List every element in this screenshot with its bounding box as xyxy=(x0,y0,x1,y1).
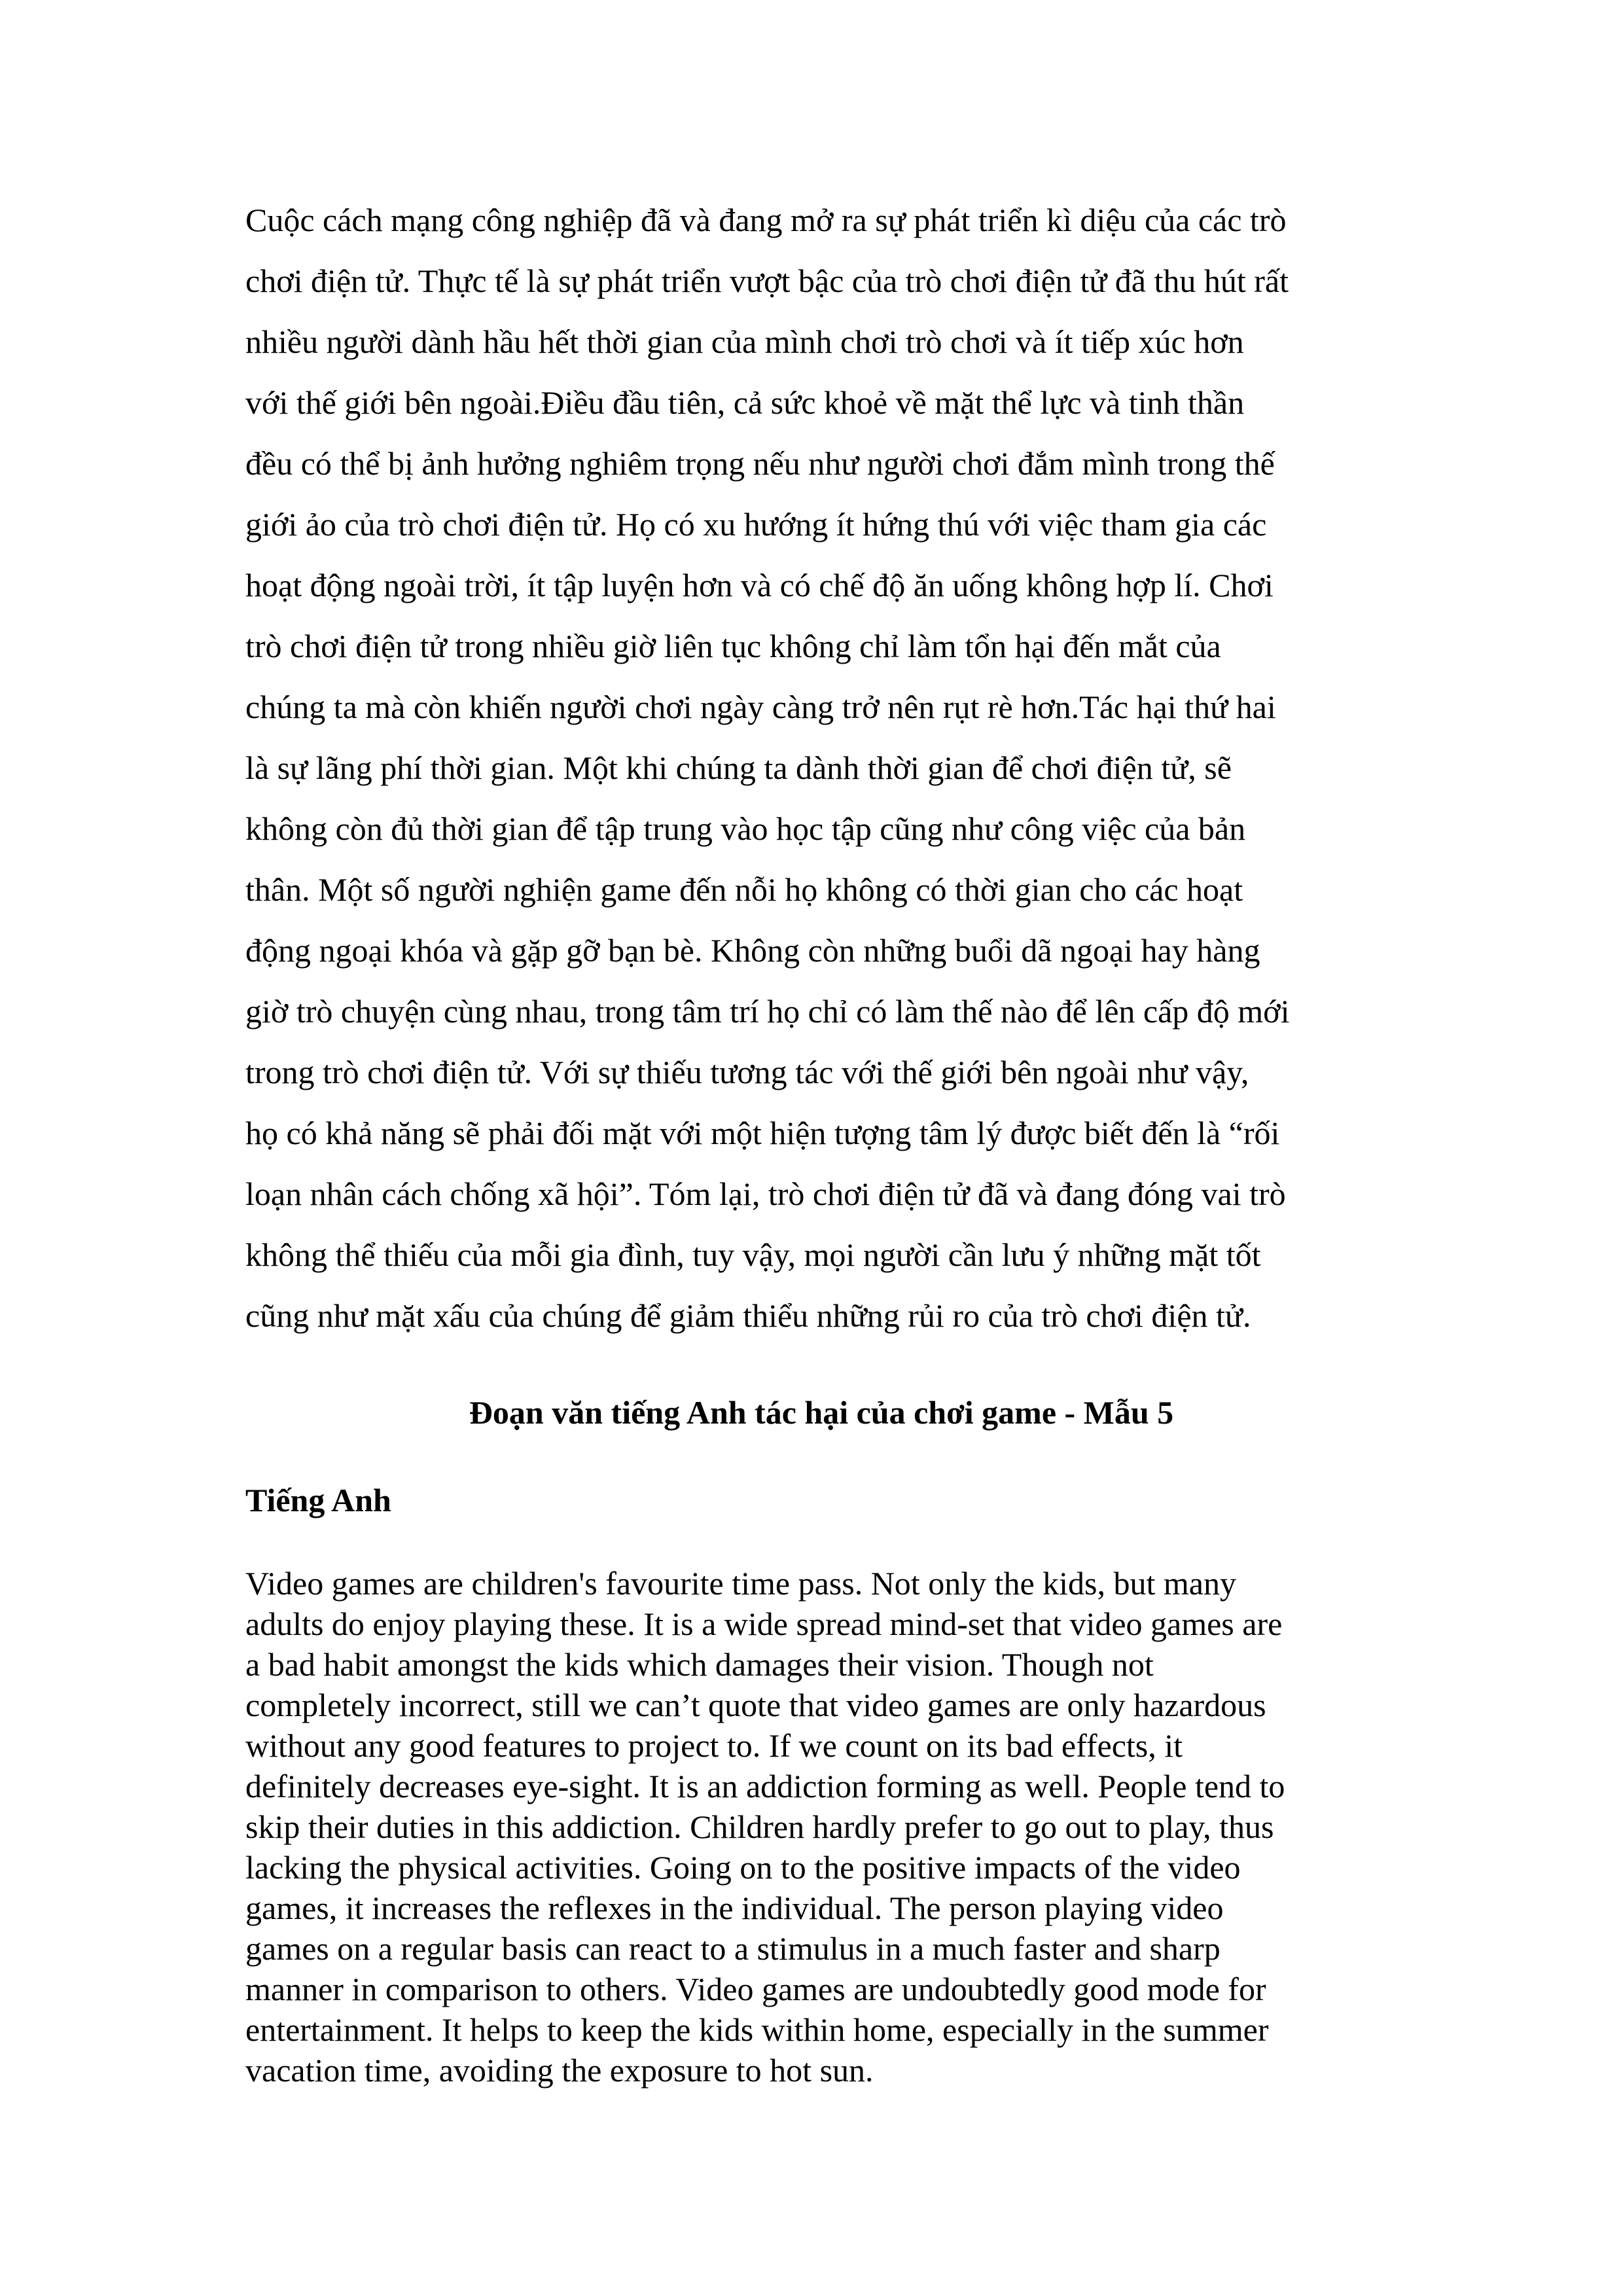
paragraph-line: vacation time, avoiding the exposure to hot sun. xyxy=(245,2052,874,2089)
paragraph-line: without any good features to project to. If we count on its bad effects, it xyxy=(245,1727,1183,1764)
paragraph-line: họ có khả năng sẽ phải đối mặt với một hiện tượng tâm lý được biết đến là “rối xyxy=(245,1115,1280,1151)
paragraph-line: động ngoại khóa và gặp gỡ bạn bè. Không còn những buổi dã ngoại hay hàng xyxy=(245,932,1260,969)
paragraph-line: chúng ta mà còn khiến người chơi ngày càng trở nên rụt rè hơn.Tác hại thứ hai xyxy=(245,689,1276,725)
paragraph-line: không thể thiếu của mỗi gia đình, tuy vậy, mọi người cần lưu ý những mặt tốt xyxy=(245,1236,1261,1273)
paragraph-line: giờ trò chuyện cùng nhau, trong tâm trí họ chỉ có làm thế nào để lên cấp độ mới xyxy=(245,993,1290,1030)
paragraph-line: cũng như mặt xấu của chúng để giảm thiểu những rủi ro của trò chơi điện tử. xyxy=(245,1297,1251,1334)
paragraph-line: không còn đủ thời gian để tập trung vào học tập cũng như công việc của bản xyxy=(245,810,1246,847)
section-heading: Đoạn văn tiếng Anh tác hại của chơi game - Mẫu 5 xyxy=(469,1394,1174,1431)
paragraph-line: lacking the physical activities. Going on to the positive impacts of the video xyxy=(245,1849,1241,1886)
paragraph-line: adults do enjoy playing these. It is a wide spread mind-set that video games are xyxy=(245,1605,1283,1642)
paragraph-line: entertainment. It helps to keep the kids within home, especially in the summer xyxy=(245,2011,1269,2048)
paragraph-line: Video games are children's favourite time pass. Not only the kids, but many xyxy=(245,1565,1236,1602)
paragraph-line: definitely decreases eye-sight. It is an addiction forming as well. People tend to xyxy=(245,1768,1285,1804)
language-subheading: Tiếng Anh xyxy=(245,1482,391,1518)
paragraph-line: là sự lãng phí thời gian. Một khi chúng ta dành thời gian để chơi điện tử, sẽ xyxy=(245,749,1232,786)
paragraph-line: hoạt động ngoài trời, ít tập luyện hơn và có chế độ ăn uống không hợp lí. Chơi xyxy=(245,567,1274,603)
paragraph-line: trò chơi điện tử trong nhiều giờ liên tục không chỉ làm tổn hại đến mắt của xyxy=(245,628,1221,664)
paragraph-line: chơi điện tử. Thực tế là sự phát triển vượt bậc của trò chơi điện tử đã thu hút rất xyxy=(245,262,1289,299)
paragraph-line: games on a regular basis can react to a stimulus in a much faster and sharp xyxy=(245,1930,1221,1967)
paragraph-line: completely incorrect, still we can’t quote that video games are only hazardous xyxy=(245,1687,1266,1723)
paragraph-line: với thế giới bên ngoài.Điều đầu tiên, cả sức khoẻ về mặt thể lực và tinh thần xyxy=(245,384,1245,421)
paragraph-line: Cuộc cách mạng công nghiệp đã và đang mở ra sự phát triển kì diệu của các trò xyxy=(245,202,1287,238)
paragraph-line: trong trò chơi điện tử. Với sự thiếu tương tác với thế giới bên ngoài như vậy, xyxy=(245,1054,1249,1090)
paragraph-line: đều có thể bị ảnh hưởng nghiêm trọng nếu như người chơi đắm mình trong thế xyxy=(245,445,1275,482)
paragraph-line: skip their duties in this addiction. Children hardly prefer to go out to play, thus xyxy=(245,1808,1274,1845)
paragraph-line: games, it increases the reflexes in the individual. The person playing video xyxy=(245,1890,1224,1926)
paragraph-line: thân. Một số người nghiện game đến nỗi họ không có thời gian cho các hoạt xyxy=(245,871,1243,908)
vietnamese-paragraph xyxy=(245,190,1397,1346)
paragraph-line: loạn nhân cách chống xã hội”. Tóm lại, trò chơi điện tử đã và đang đóng vai trò xyxy=(245,1175,1286,1212)
document-page xyxy=(245,190,1397,2089)
paragraph-line: nhiều người dành hầu hết thời gian của mình chơi trò chơi và ít tiếp xúc hơn xyxy=(245,323,1244,360)
paragraph-line: a bad habit amongst the kids which damages their vision. Though not xyxy=(245,1646,1154,1683)
english-paragraph xyxy=(245,1563,1285,2090)
paragraph-line: giới ảo của trò chơi điện tử. Họ có xu hướng ít hứng thú với việc tham gia các xyxy=(245,506,1267,543)
paragraph-line: manner in comparison to others. Video games are undoubtedly good mode for xyxy=(245,1971,1266,2007)
